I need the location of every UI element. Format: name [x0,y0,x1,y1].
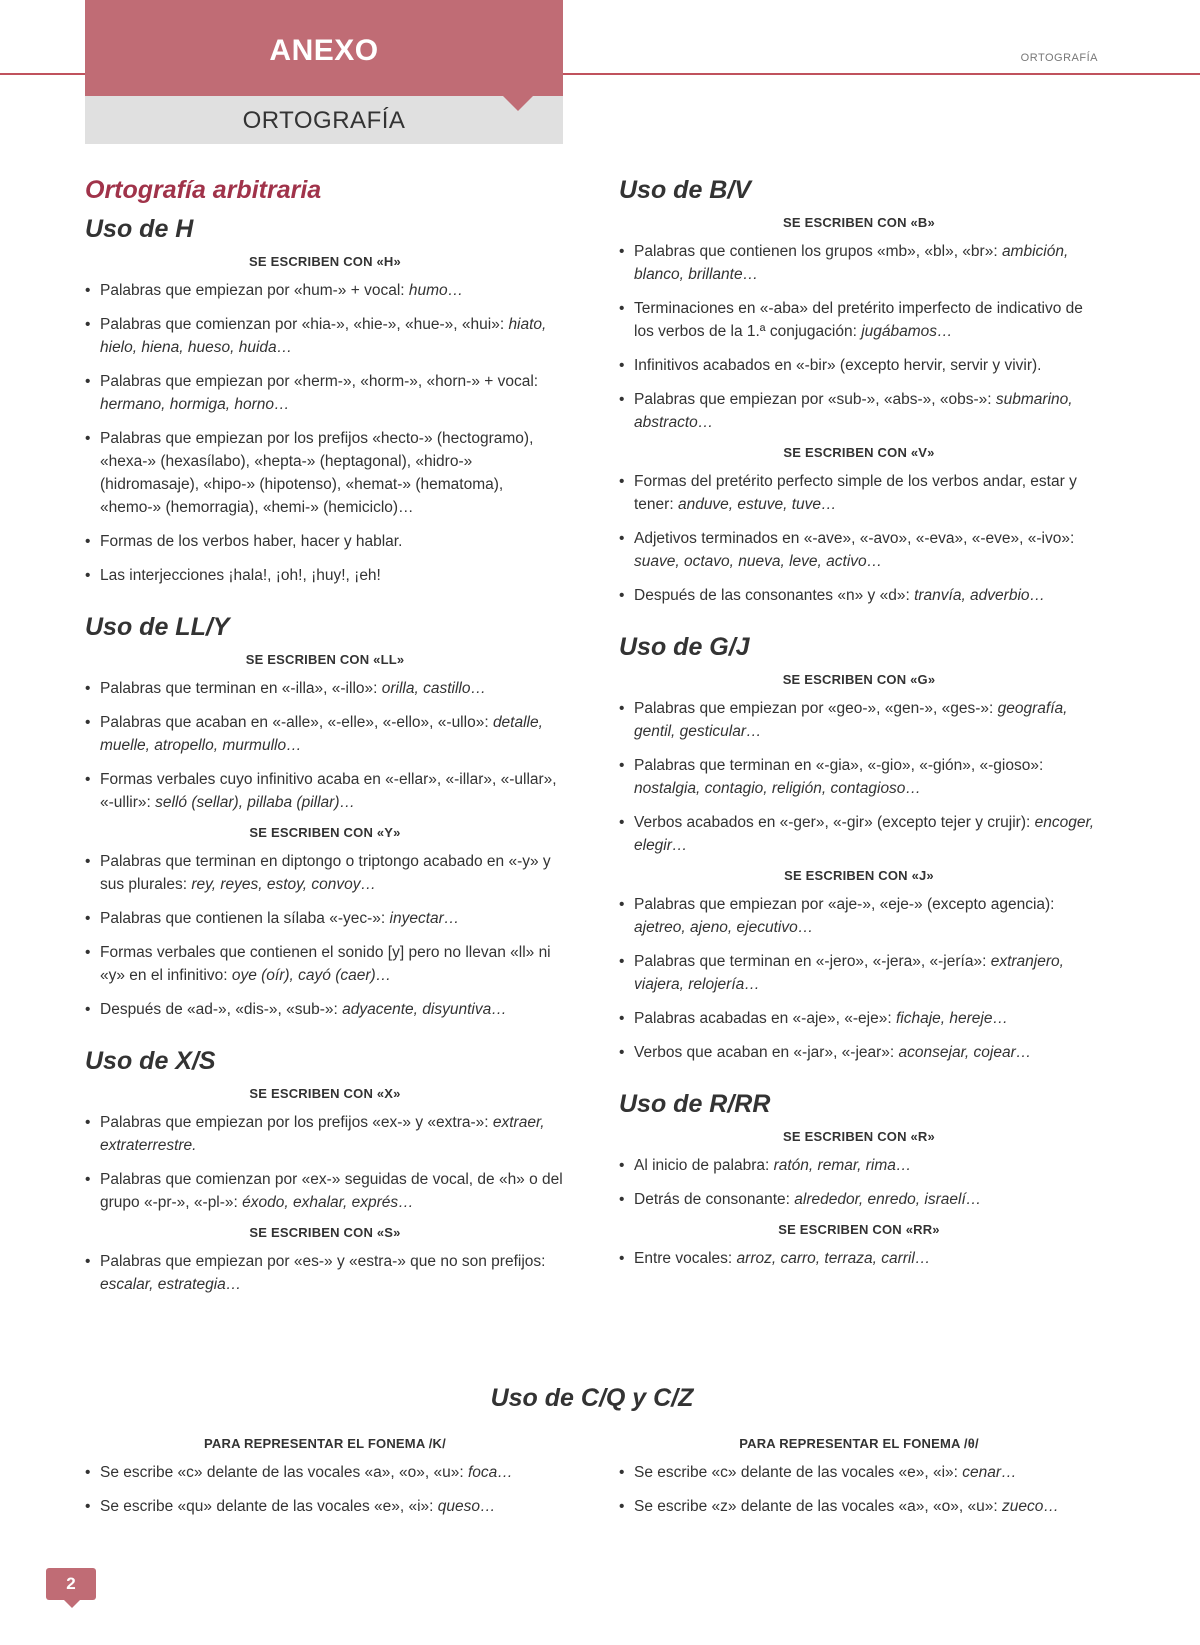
rule-example: rey, reyes, estoy, convoy… [191,876,376,893]
rule-item [619,697,1099,743]
rule-item [619,1495,1099,1518]
rule-item [85,941,565,987]
rule-item [619,893,1099,939]
section-heading-xs: Uso de X/S [85,1047,216,1075]
rule-item [619,1247,1099,1270]
annex-title: ANEXO [269,34,379,67]
rule-example: cenar… [962,1464,1017,1481]
rule-item [619,470,1099,516]
rule-text: Palabras que empiezan por los prefijos «ex-» y «extra-»: [100,1114,493,1131]
rule-example: adyacente, disyuntiva… [342,1001,507,1018]
rule-subheading: SE ESCRIBEN CON «H» [249,254,401,269]
rule-text: Formas verbales cuyo infinitivo acaba en «-ellar», «-illar», «-ullar», «-ullir»: [100,771,557,811]
rule-example: aconsejar, cojear… [898,1044,1032,1061]
rule-item [619,1041,1099,1064]
rule-item [85,998,565,1021]
rule-item [85,427,565,519]
rule-text: Palabras que empiezan por «aje-», «eje-» (excepto agencia): [634,896,1055,913]
rule-text: Palabras que contienen la sílaba «-yec-»: [100,910,390,927]
rule-item [619,527,1099,573]
rule-list [619,1461,1099,1518]
rule-item [85,907,565,930]
rule-example: anduve, estuve, tuve… [677,496,837,513]
rule-item [619,1154,1099,1177]
section-heading-rrr: Uso de R/RR [619,1090,771,1118]
rule-text: Después de «ad-», «dis-», «sub-»: [100,1001,343,1018]
rule-example: ajetreo, ajeno, ejecutivo… [634,919,814,936]
rule-example: ambición, blanco, brillante… [634,243,1069,283]
rule-text: Palabras que empiezan por los prefijos «hecto-» (hectogramo), «hexa-» (hexasílabo), «hepta-» (heptagonal), «hidro-» (hidromasaje), «hipo-» (hipotenso), «hemat-» (hematoma), «hemo-» (hemorragia), «hemi-» (hemiciclo)… [100,430,534,516]
rule-item [85,850,565,896]
rule-text: Entre vocales: [634,1250,737,1267]
rule-text: Después de las consonantes «n» y «d»: [634,587,915,604]
rule-list [619,470,1099,607]
rule-text: Verbos acabados en «-ger», «-gir» (excepto tejer y crujir): [634,814,1035,831]
cqz-section [85,1384,1099,1515]
rule-item [85,313,565,359]
left-column [85,172,565,1307]
section-heading-h: Uso de H [85,215,194,243]
rule-example: humo… [408,282,464,299]
rule-text: Al inicio de palabra: [634,1157,774,1174]
rule-item [619,388,1099,434]
rule-text: Palabras que terminan en diptongo o triptongo acabado en «-y» y sus plurales: [100,853,551,893]
rule-subheading: SE ESCRIBEN CON «V» [783,445,935,460]
rule-text: Palabras que terminan en «-illa», «-illo»: [100,680,382,697]
rule-example: zueco… [1001,1498,1059,1515]
rule-item [619,1007,1099,1030]
rule-text: Se escribe «c» delante de las vocales «e», «i»: [634,1464,963,1481]
section-heading-bv: Uso de B/V [619,176,751,204]
rule-item [85,1168,565,1214]
rule-example: éxodo, exhalar, exprés… [242,1194,414,1211]
rule-list [85,279,565,587]
section-heading-cqz: Uso de C/Q y C/Z [490,1384,694,1412]
rule-item [619,811,1099,857]
rule-list [85,850,565,1021]
rule-item [85,768,565,814]
rule-item [85,564,565,587]
rule-text: Palabras que acaban en «-alle», «-elle», «-ello», «-ullo»: [100,714,493,731]
rule-text: Palabras que empiezan por «es-» y «estra-» que no son prefijos: [100,1253,546,1270]
rule-item [85,677,565,700]
rule-item [85,530,565,553]
rule-item [85,1461,565,1484]
rule-subheading: SE ESCRIBEN CON «LL» [245,652,405,667]
rule-list [85,1250,565,1296]
rule-example: encoger, elegir… [634,814,1095,854]
rule-text: Se escribe «qu» delante de las vocales «e», «i»: [100,1498,438,1515]
rule-text: Palabras acabadas en «-aje», «-eje»: [634,1010,896,1027]
rule-example: escalar, estrategia… [100,1276,242,1293]
rule-text: Las interjecciones ¡hala!, ¡oh!, ¡huy!, ¡eh! [100,567,381,584]
rule-list [85,677,565,814]
cqz-left [85,1432,565,1529]
tab-notch-icon [502,95,534,111]
rule-text: Palabras que comienzan por «ex-» seguidas de vocal, de «h» o del grupo «-pr-», «-pl-»: [100,1171,563,1211]
rule-item [619,1188,1099,1211]
rule-text: Palabras que empiezan por «geo-», «gen-», «ges-»: [634,700,998,717]
rule-item [85,1250,565,1296]
rule-text: Se escribe «z» delante de las vocales «a», «o», «u»: [634,1498,1002,1515]
rule-subheading: PARA REPRESENTAR EL FONEMA /K/ [204,1436,446,1451]
rule-subheading: SE ESCRIBEN CON «B» [783,215,935,230]
rule-subheading: SE ESCRIBEN CON «S» [249,1225,401,1240]
rule-text: Palabras que terminan en «-gia», «-gio», «-gión», «-gioso»: [634,757,1044,774]
rule-example: fichaje, hereje… [895,1010,1008,1027]
section-heading-gj: Uso de G/J [619,633,750,661]
rule-example: selló (sellar), pillaba (pillar)… [155,794,355,811]
cqz-right [619,1432,1099,1529]
rule-example: hermano, hormiga, horno… [100,396,290,413]
rule-subheading: SE ESCRIBEN CON «J» [784,868,934,883]
rule-text: Detrás de consonante: [634,1191,795,1208]
rule-example: extranjero, viajera, relojería… [634,953,1064,993]
rule-text: Palabras que contienen los grupos «mb», «bl», «br»: [634,243,1002,260]
rule-item [619,240,1099,286]
rule-text: Infinitivos acabados en «-bir» (excepto hervir, servir y vivir). [634,357,1042,374]
rule-item [85,1495,565,1518]
rule-text: Terminaciones en «-aba» del pretérito imperfecto de indicativo de los verbos de la 1.ª conjugación: [634,300,1083,340]
rule-subheading: PARA REPRESENTAR EL FONEMA /θ/ [739,1436,979,1451]
rule-text: Adjetivos terminados en «-ave», «-avo», «-eva», «-eve», «-ivo»: [634,530,1075,547]
rule-item [619,297,1099,343]
rule-text: Formas verbales que contienen el sonido [y] pero no llevan «ll» ni «y» en el infinitivo: [100,944,551,984]
rule-example: tranvía, adverbio… [914,587,1046,604]
rule-text: Palabras que empiezan por «hum-» + vocal: [100,282,409,299]
section-heading-lly: Uso de LL/Y [85,613,230,641]
rule-list [619,1154,1099,1211]
rule-example: nostalgia, contagio, religión, contagioso… [634,780,921,797]
rule-item [85,711,565,757]
rule-text: Verbos que acaban en «-jar», «-jear»: [634,1044,899,1061]
right-column [619,172,1099,1281]
rule-subheading: SE ESCRIBEN CON «G» [782,672,936,687]
rule-item [85,1111,565,1157]
rule-example: geografía, gentil, gesticular… [634,700,1068,740]
rule-subheading: SE ESCRIBEN CON «RR» [778,1222,940,1237]
rule-example: submarino, abstracto… [634,391,1073,431]
rule-example: hiato, hielo, hiena, hueso, huida… [100,316,547,356]
rule-subheading: SE ESCRIBEN CON «R» [783,1129,935,1144]
rule-example: jugábamos… [861,323,953,340]
rule-example: orilla, castillo… [381,680,486,697]
rule-item [619,354,1099,377]
page-number: 2 [46,1568,96,1600]
rule-item [85,370,565,416]
section-tab [85,96,563,144]
rule-text: Palabras que empiezan por «sub-», «abs-», «obs-»: [634,391,996,408]
rule-item [619,754,1099,800]
rule-example: inyectar… [389,910,460,927]
rule-list [619,697,1099,857]
rule-subheading: SE ESCRIBEN CON «X» [249,1086,401,1101]
rule-example: foca… [467,1464,513,1481]
rule-item [619,1461,1099,1484]
rule-example: alrededor, enredo, israelí… [794,1191,982,1208]
rule-text: Formas del pretérito perfecto simple de los verbos andar, estar y tener: [634,473,1077,513]
rule-list [619,893,1099,1064]
rule-example: oye (oír), cayó (caer)… [231,967,392,984]
rule-list [619,240,1099,434]
annex-tab [85,0,563,96]
rule-list [85,1461,565,1518]
rule-item [619,950,1099,996]
rule-item [619,584,1099,607]
rule-example: suave, octavo, nueva, leve, activo… [634,553,883,570]
rule-example: arroz, carro, terraza, carril… [736,1250,931,1267]
rule-example: ratón, remar, rima… [773,1157,912,1174]
rule-example: detalle, muelle, atropello, murmullo… [100,714,543,754]
rule-text: Palabras que terminan en «-jero», «-jera», «-jería»: [634,953,991,970]
rule-item [85,279,565,302]
rule-subheading: SE ESCRIBEN CON «Y» [249,825,401,840]
rule-example: queso… [437,1498,496,1515]
rule-text: Palabras que comienzan por «hia-», «hie-», «hue-», «hui»: [100,316,509,333]
rule-example: extraer, extraterrestre. [100,1114,545,1154]
main-title: Ortografía arbitraria [85,176,322,204]
rule-text: Palabras que empiezan por «herm-», «horm-», «horn-» + vocal: [100,373,539,390]
rule-list [619,1247,1099,1270]
running-header: ORTOGRAFÍA [1020,52,1098,64]
rule-text: Formas de los verbos haber, hacer y hablar. [100,533,403,550]
rule-list [85,1111,565,1214]
section-title: ORTOGRAFÍA [242,107,406,134]
rule-text: Se escribe «c» delante de las vocales «a», «o», «u»: [100,1464,468,1481]
